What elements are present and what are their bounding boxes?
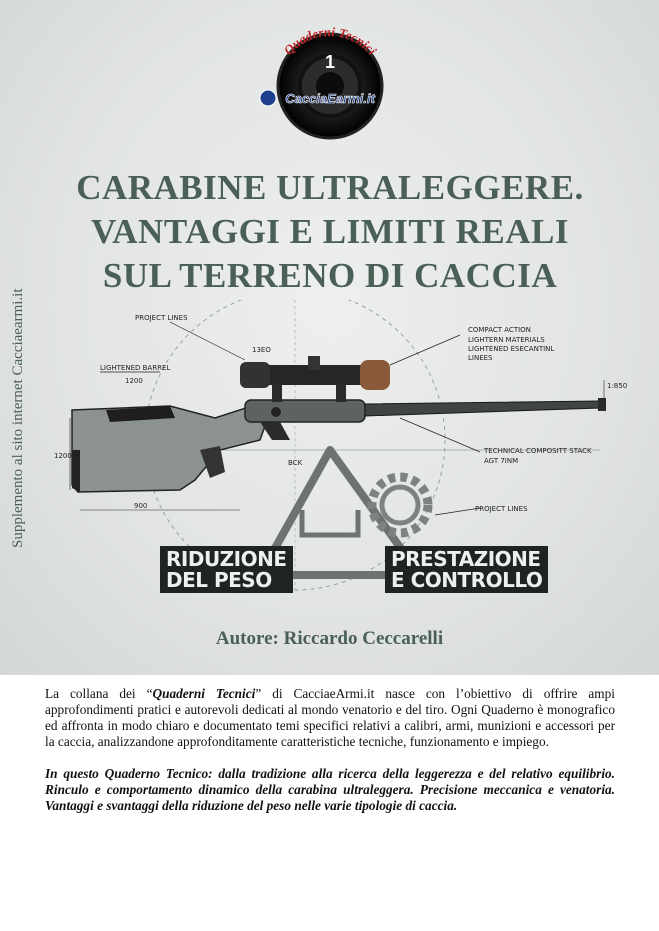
intro-rest: ” di CacciaeArmi.it nasce con l’obiettivo di offrire ampi approfondimenti pratici e autorevoli dedicati al mondo venatorio e del tiro. Ogni Quaderno è monografico ed affronta in modo chiaro e documentato temi specifici relativi a calibri, armi, munizioni e accessori per la caccia, analizzandone approfonditamente caratteristiche tecniche, funzionamento e impiego. xyxy=(45,686,615,749)
callout-compact-action-sub3: LINEES xyxy=(468,354,493,362)
dim-1850: 1:850 xyxy=(607,382,628,390)
logo-brand: CacciaEarmi.it xyxy=(285,91,375,106)
callout-compact-action-sub1: LIGHTERN MATERIALS xyxy=(468,336,545,344)
dim-1200-top: 1200 xyxy=(125,377,143,385)
intro-series-name: Quaderni Tecnici xyxy=(152,686,256,701)
logo-number: 1 xyxy=(324,52,336,72)
callout-compact-action-sub2: LIGHTENED ESECANTINL xyxy=(468,345,555,353)
dim-1200-side: 1200 xyxy=(54,452,72,460)
book-title xyxy=(30,166,630,298)
label-right-line2: E CONTROLLO xyxy=(391,568,543,592)
title-line-3: SUL TERRENO DI CACCIA xyxy=(102,256,558,295)
summary-paragraph: In questo Quaderno Tecnico: dalla tradizione alla ricerca della leggerezza e del relativo equilibrio. Rinculo e comportamento dinamico della carabina ultraleggera. Precisione meccanica e venatoria. Vantaggi e svantaggi della riduzione del peso nelle varie tipologie di caccia. xyxy=(45,766,615,813)
supplement-side-text: Supplemento al sito internet Cacciaearmi.it xyxy=(10,288,26,548)
label-left-line2: DEL PESO xyxy=(166,568,272,592)
callout-project-lines-bottom: PROJECT LINES xyxy=(475,505,528,513)
logo-series-name: Quaderni Tecnici xyxy=(280,24,380,58)
dim-130: 13EO xyxy=(252,346,271,354)
title-line-2: VANTAGGI E LIMITI REALI xyxy=(91,212,569,251)
gear-icon xyxy=(372,477,428,533)
label-left-line1: RIDUZIONE xyxy=(166,547,287,571)
label-riduzione-peso xyxy=(160,546,293,593)
label-prestazione-controllo xyxy=(385,546,548,593)
callout-technical-stack: TECHNICAL COMPOSITT STACK xyxy=(484,447,592,455)
label-right-line1: PRESTAZIONE xyxy=(391,547,541,571)
callout-project-lines-top: PROJECT LINES xyxy=(135,314,188,322)
intro-prefix: La collana dei “ xyxy=(45,686,153,701)
description xyxy=(45,686,615,830)
title-line-1: CARABINE ULTRALEGGERE. xyxy=(76,168,584,207)
series-logo xyxy=(250,12,410,152)
callout-compact-action: COMPACT ACTION xyxy=(468,326,531,334)
author-line: Autore: Riccardo Ceccarelli xyxy=(215,628,444,649)
dim-900: 900 xyxy=(134,502,148,510)
intro-paragraph xyxy=(45,686,615,750)
callout-lightened-barrel: LIGHTENED BARREL xyxy=(100,364,171,372)
callout-technical-stack-sub: AGT 7INM xyxy=(484,457,519,465)
dim-small: BCK xyxy=(288,459,303,467)
